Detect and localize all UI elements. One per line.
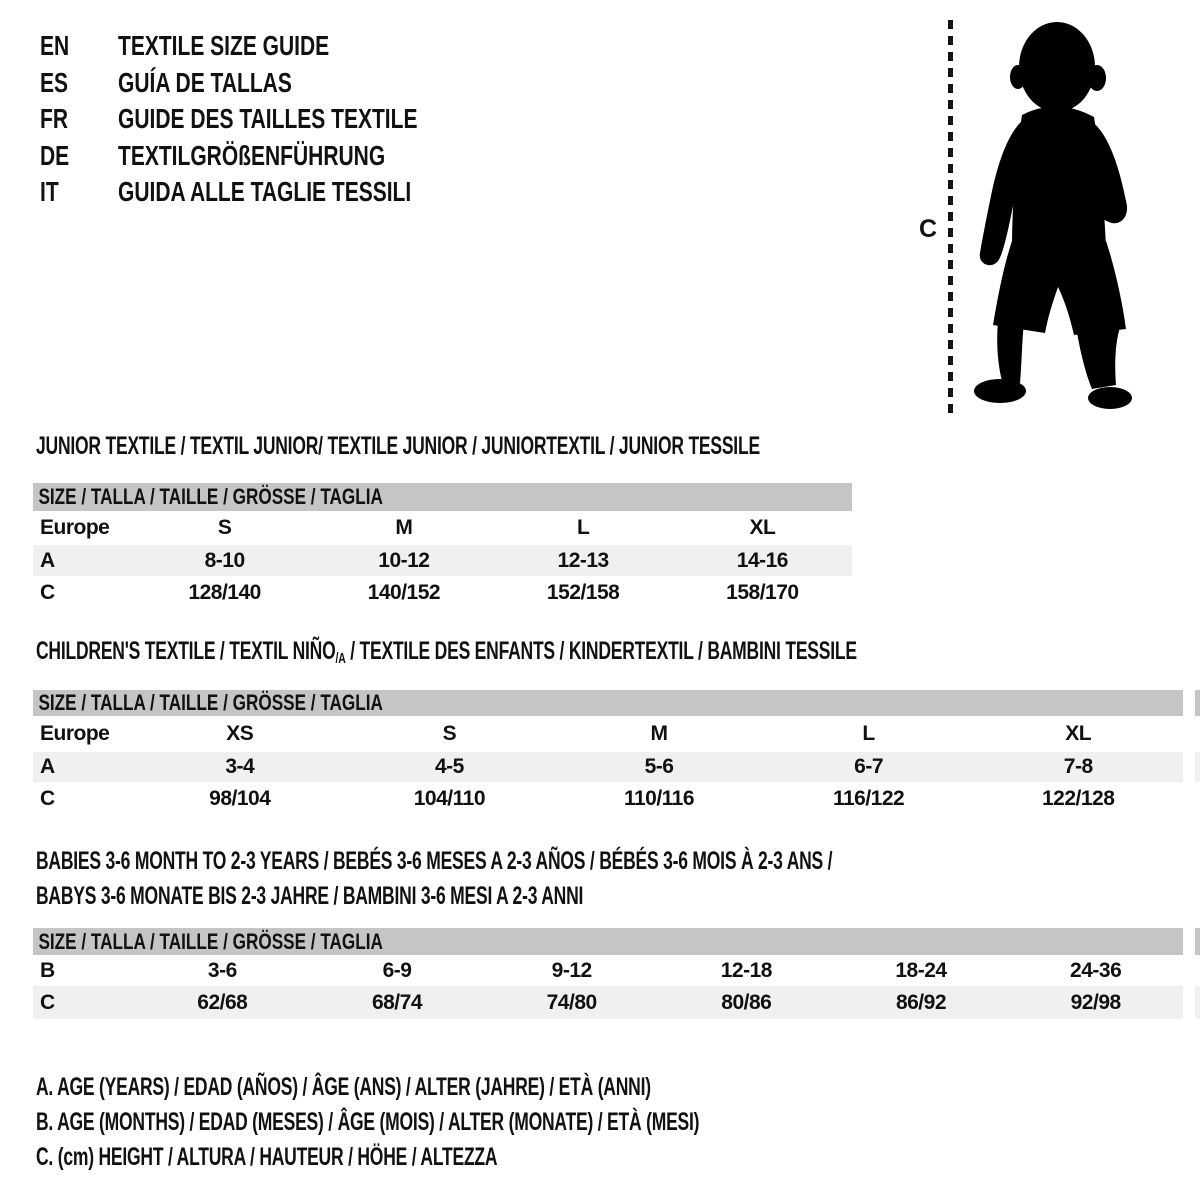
- height-cell: 116/122: [832, 787, 905, 810]
- row-label: A: [40, 548, 55, 572]
- size-cell: XS: [226, 722, 254, 745]
- age-cell: 12-13: [557, 548, 609, 572]
- table-bar-sliver: [1195, 752, 1200, 782]
- row-label: B: [40, 958, 55, 982]
- age-cell: 8-10: [204, 548, 245, 572]
- age-cell: 9-12: [551, 958, 592, 982]
- size-header-label: SIZE / TALLA / TAILLE / GRÖSSE / TAGLIA: [38, 928, 383, 954]
- age-cell: 14-16: [736, 548, 788, 572]
- language-title: TEXTILGRÖßENFÜHRUNG: [118, 139, 386, 171]
- age-cell: 3-6: [207, 958, 237, 982]
- size-row-c: [33, 986, 1183, 1019]
- size-row-c: [33, 576, 852, 610]
- size-header-bar: [33, 483, 852, 511]
- language-code: FR: [40, 103, 68, 135]
- height-cell: 122/128: [1041, 787, 1115, 810]
- children-title-sub: /A: [335, 650, 346, 667]
- size-row-c: [33, 782, 1183, 816]
- language-row: [40, 28, 417, 65]
- height-cell: 152/158: [546, 581, 620, 604]
- size-header-label: SIZE / TALLA / TAILLE / GRÖSSE / TAGLIA: [38, 690, 383, 715]
- language-code: DE: [40, 139, 70, 171]
- age-cell: 6-7: [854, 755, 884, 778]
- size-header-bar: [33, 928, 1183, 955]
- size-row-a: [33, 752, 1183, 782]
- age-cell: 4-5: [434, 755, 464, 778]
- row-label: Europe: [40, 722, 110, 745]
- size-header-bar: [33, 690, 1183, 716]
- babies-size-table: [33, 928, 1183, 1019]
- size-cell: XL: [749, 516, 776, 539]
- table-bar-sliver: [1195, 986, 1200, 1019]
- age-cell: 18-24: [895, 958, 947, 982]
- height-cell: 68/74: [371, 990, 423, 1014]
- height-cell: 80/86: [721, 990, 772, 1014]
- footnote-a: A. AGE (YEARS) / EDAD (AÑOS) / ÂGE (ANS) / ALTER (JAHRE) / ETÀ (ANNI): [36, 1073, 651, 1101]
- height-cell: 158/170: [726, 581, 799, 604]
- junior-section-title: JUNIOR TEXTILE / TEXTIL JUNIOR/ TEXTILE JUNIOR / JUNIORTEXTIL / JUNIOR TESSILE: [36, 432, 760, 460]
- language-row: [40, 138, 417, 175]
- table-bar-sliver: [1195, 928, 1200, 955]
- size-cell: M: [395, 516, 413, 539]
- baby-silhouette: [960, 15, 1150, 420]
- language-title: GUÍA DE TALLAS: [118, 66, 292, 98]
- size-header-label: SIZE / TALLA / TAILLE / GRÖSSE / TAGLIA: [38, 484, 383, 509]
- language-title: GUIDA ALLE TAGLIE TESSILI: [118, 176, 412, 208]
- height-cell: 140/152: [367, 581, 441, 604]
- row-label: Europe: [40, 516, 110, 539]
- row-label: C: [40, 581, 55, 604]
- children-title-part2: / TEXTILE DES ENFANTS / KINDERTEXTIL / BAMBINI TESSILE: [345, 637, 857, 665]
- size-cell: XL: [1065, 722, 1092, 745]
- size-row-b: [33, 955, 1183, 986]
- size-cell: S: [442, 722, 457, 745]
- language-code: IT: [40, 176, 59, 208]
- row-label: C: [40, 990, 55, 1014]
- height-cell: 74/80: [546, 990, 597, 1014]
- height-cell: 92/98: [1070, 990, 1121, 1014]
- language-title: TEXTILE SIZE GUIDE: [118, 30, 330, 62]
- size-cell: M: [650, 722, 668, 745]
- babies-section-title-line2: BABYS 3-6 MONATE BIS 2-3 JAHRE / BAMBINI 3-6 MESI A 2-3 ANNI: [36, 882, 584, 910]
- children-size-table: [33, 690, 1183, 816]
- junior-size-table: [33, 483, 852, 610]
- height-cell: 104/110: [413, 787, 486, 810]
- baby-silhouette-figure: [905, 12, 1165, 424]
- size-cell: L: [862, 722, 875, 745]
- language-code: EN: [40, 30, 70, 62]
- footnote-b: B. AGE (MONTHS) / EDAD (MESES) / ÂGE (MOIS) / ALTER (MONATE) / ETÀ (MESI): [36, 1108, 700, 1136]
- height-measure-label-c: C: [919, 215, 938, 243]
- height-cell: 128/140: [188, 581, 261, 604]
- age-cell: 24-36: [1070, 958, 1122, 982]
- size-cell: S: [217, 516, 232, 539]
- size-cell: L: [576, 516, 590, 539]
- footnote-c: C. (cm) HEIGHT / ALTURA / HAUTEUR / HÖHE / ALTEZZA: [36, 1143, 498, 1171]
- table-bar-sliver: [1195, 690, 1200, 716]
- age-cell: 3-4: [225, 755, 255, 778]
- height-cell: 62/68: [197, 990, 248, 1014]
- height-measure-line: [948, 20, 953, 416]
- age-cell: 6-9: [382, 958, 412, 982]
- size-row-europe: [33, 716, 1183, 752]
- height-cell: 110/116: [623, 787, 695, 810]
- size-row-europe: [33, 511, 852, 545]
- language-row: [40, 65, 417, 102]
- row-label: C: [40, 787, 55, 810]
- size-row-a: [33, 545, 852, 576]
- babies-section-title-line1: BABIES 3-6 MONTH TO 2-3 YEARS / BEBÉS 3-6 MESES A 2-3 AÑOS / BÉBÉS 3-6 MOIS À 2-3 ANS /: [36, 847, 833, 875]
- age-cell: 10-12: [378, 548, 430, 572]
- height-cell: 86/92: [895, 990, 947, 1014]
- age-cell: 7-8: [1063, 755, 1093, 778]
- language-code: ES: [40, 66, 69, 98]
- language-row: [40, 101, 417, 138]
- language-legend: [40, 28, 543, 211]
- children-section-title: [36, 637, 857, 666]
- row-label: A: [40, 755, 55, 778]
- height-cell: 98/104: [209, 787, 271, 810]
- children-title-part1: CHILDREN'S TEXTILE / TEXTIL NIÑO: [36, 637, 336, 665]
- age-cell: 12-18: [720, 958, 772, 982]
- language-row: [40, 174, 417, 211]
- language-title: GUIDE DES TAILLES TEXTILE: [118, 103, 418, 135]
- age-cell: 5-6: [644, 755, 674, 778]
